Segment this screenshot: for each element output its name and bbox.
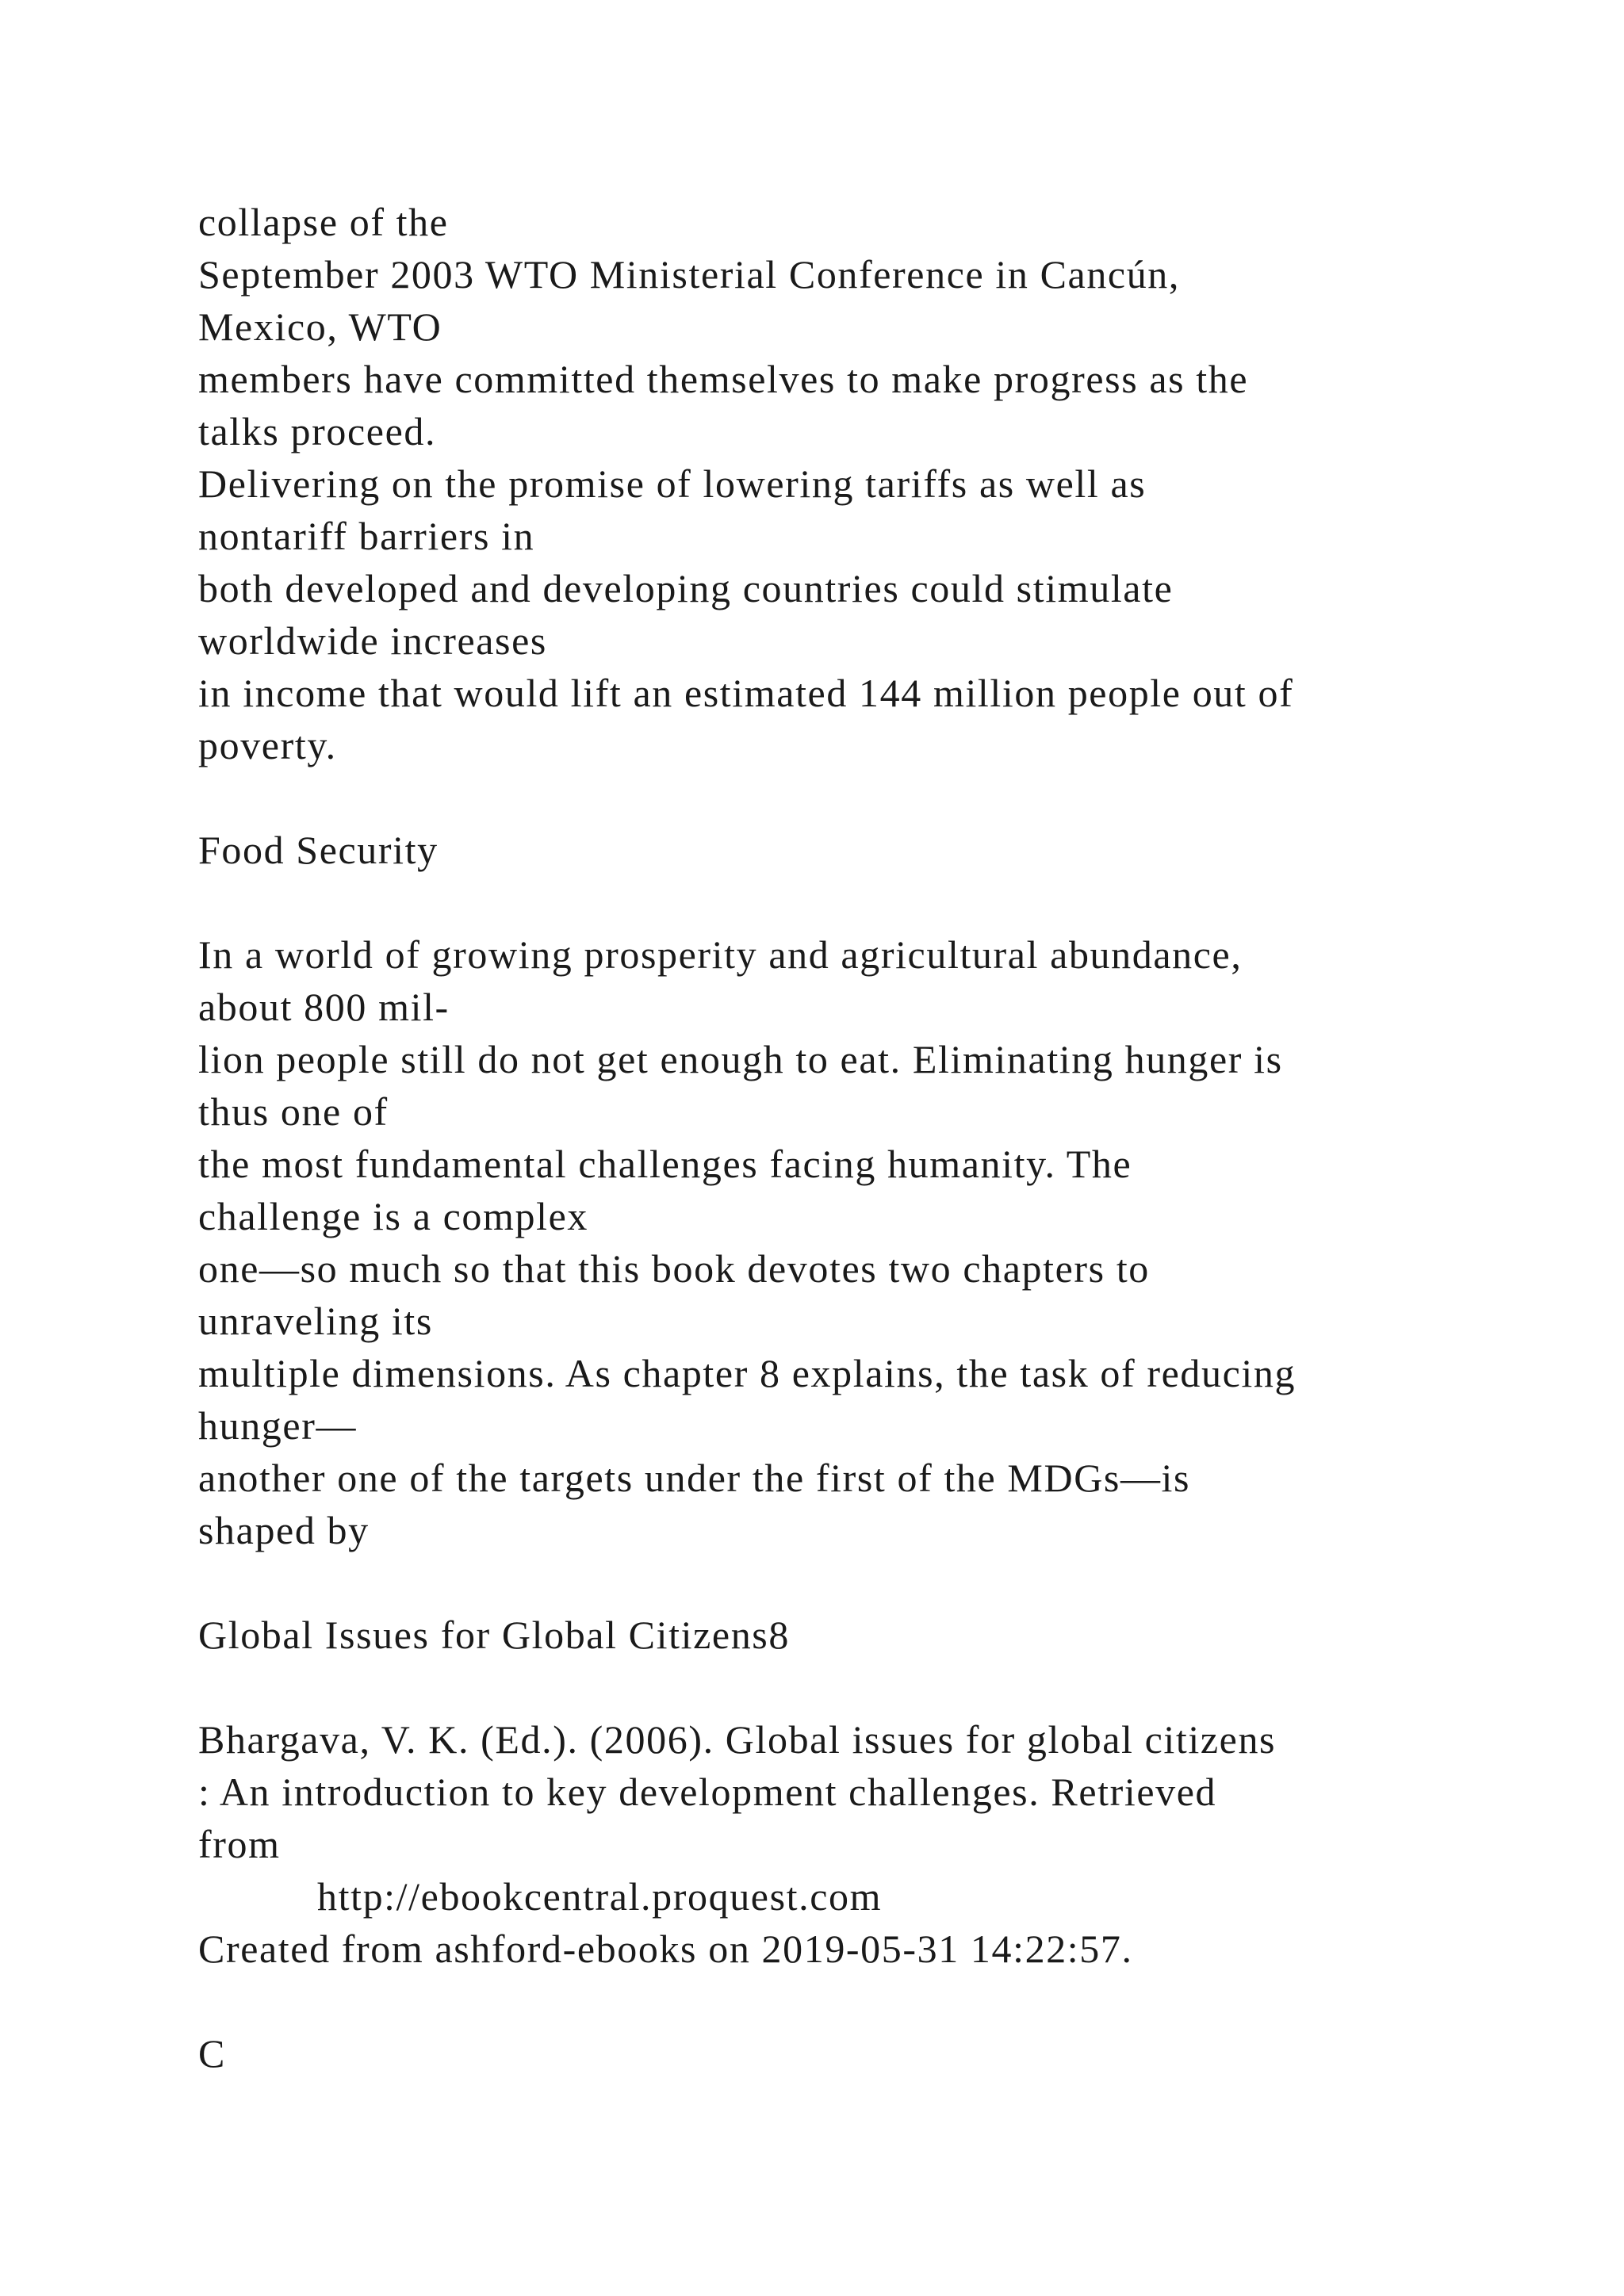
text-line: shaped by — [198, 1508, 370, 1552]
text-line: hunger— — [198, 1403, 358, 1448]
citation-created-note: Created from ashford-ebooks on 2019-05-31 14:22:57. — [198, 1927, 1133, 1971]
spacer — [198, 1975, 1507, 2027]
citation-line: : An introduction to key development challenges. Retrieved — [198, 1770, 1217, 1814]
text-line: collapse of the — [198, 200, 449, 244]
text-line: in income that would lift an estimated 144 million people out of — [198, 671, 1294, 715]
text-line: challenge is a complex — [198, 1194, 588, 1238]
text-line: Delivering on the promise of lowering tariffs as well as — [198, 461, 1147, 506]
paragraph-wto-trade — [198, 196, 1507, 771]
text-line: members have committed themselves to make progress as the — [198, 357, 1249, 401]
spacer — [198, 1661, 1507, 1713]
paragraph-food-security — [198, 928, 1507, 1556]
trailing-character: C — [198, 2031, 226, 2076]
text-line: another one of the targets under the first of the MDGs—is — [198, 1456, 1191, 1500]
citation-url: http://ebookcentral.proquest.com — [317, 1874, 883, 1919]
text-line: In a world of growing prosperity and agricultural abundance, — [198, 932, 1243, 977]
running-footer: Global Issues for Global Citizens8 — [198, 1613, 790, 1657]
text-line: lion people still do not get enough to eat. Eliminating hunger is — [198, 1037, 1283, 1081]
text-line: worldwide increases — [198, 618, 547, 663]
text-line: one—so much so that this book devotes two chapters to — [198, 1246, 1150, 1291]
citation-block — [198, 1713, 1507, 1975]
text-line: both developed and developing countries could stimulate — [198, 566, 1174, 610]
text-line: thus one of — [198, 1089, 389, 1134]
text-line: Mexico, WTO — [198, 304, 442, 349]
text-line: about 800 mil- — [198, 985, 450, 1029]
text-line: September 2003 WTO Ministerial Conference in Cancún, — [198, 252, 1181, 297]
spacer — [198, 771, 1507, 824]
citation-line: Bhargava, V. K. (Ed.). (2006). Global issues for global citizens — [198, 1717, 1277, 1762]
document-text — [198, 196, 1507, 2080]
text-line: the most fundamental challenges facing humanity. The — [198, 1142, 1132, 1186]
spacer — [198, 876, 1507, 928]
citation-line: from — [198, 1822, 281, 1866]
text-line: poverty. — [198, 723, 337, 767]
text-line: talks proceed. — [198, 409, 437, 453]
text-line: unraveling its — [198, 1299, 433, 1343]
text-line: nontariff barriers in — [198, 514, 535, 558]
section-heading: Food Security — [198, 828, 439, 872]
spacer — [198, 1556, 1507, 1609]
text-line: multiple dimensions. As chapter 8 explains, the task of reducing — [198, 1351, 1297, 1395]
